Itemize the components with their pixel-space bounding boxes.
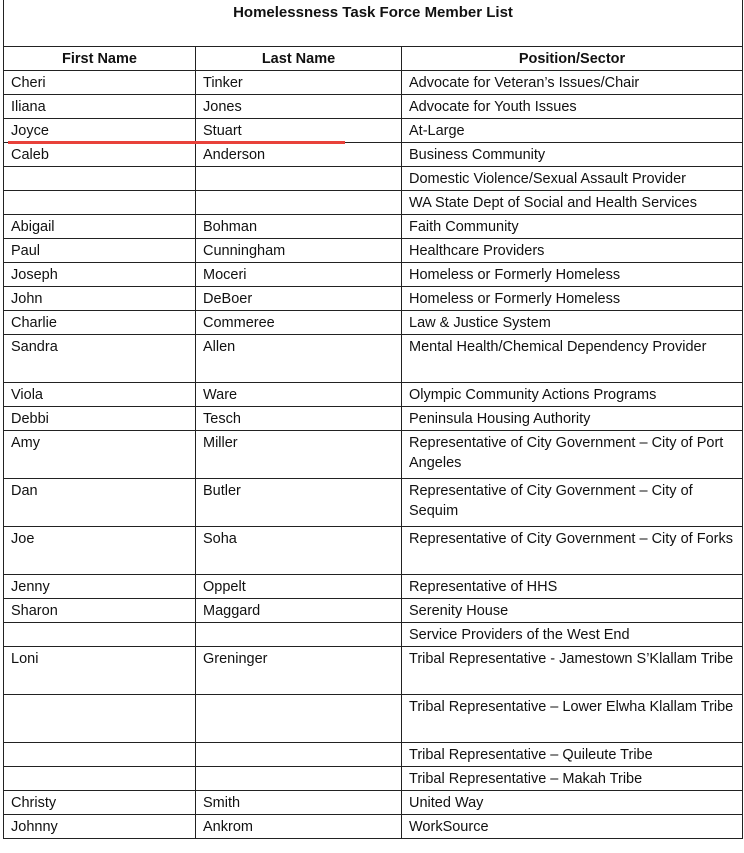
position-cell: Advocate for Youth Issues — [402, 95, 743, 119]
last-name-cell: Maggard — [196, 599, 402, 623]
position-cell: Faith Community — [402, 215, 743, 239]
first-name-cell: John — [4, 287, 196, 311]
last-name-cell: Cunningham — [196, 239, 402, 263]
position-cell: Homeless or Formerly Homeless — [402, 287, 743, 311]
last-name-cell: Soha — [196, 527, 402, 575]
header-last-name: Last Name — [196, 47, 402, 71]
table-row — [4, 263, 743, 287]
last-name-cell: Commeree — [196, 311, 402, 335]
position-cell: Advocate for Veteran’s Issues/Chair — [402, 71, 743, 95]
first-name-cell: Amy — [4, 431, 196, 479]
position-cell: Tribal Representative – Quileute Tribe — [402, 743, 743, 767]
table-row — [4, 239, 743, 263]
document-title: Homelessness Task Force Member List — [233, 4, 513, 21]
first-name-cell — [4, 191, 196, 215]
last-name-cell: Ankrom — [196, 815, 402, 839]
header-position: Position/Sector — [402, 47, 743, 71]
table-row — [4, 743, 743, 767]
last-name-cell: Allen — [196, 335, 402, 383]
first-name-cell: Charlie — [4, 311, 196, 335]
last-name-cell: Tesch — [196, 407, 402, 431]
table-row — [4, 143, 743, 167]
table-row — [4, 95, 743, 119]
position-cell: WA State Dept of Social and Health Services — [402, 191, 743, 215]
first-name-cell: Sharon — [4, 599, 196, 623]
header-first-name: First Name — [4, 47, 196, 71]
last-name-cell: Stuart — [196, 119, 402, 143]
title-cell — [3, 0, 743, 46]
last-name-cell — [196, 695, 402, 743]
last-name-cell: Jones — [196, 95, 402, 119]
first-name-cell: Caleb — [4, 143, 196, 167]
member-table — [3, 46, 743, 839]
table-row — [4, 767, 743, 791]
first-name-cell: Viola — [4, 383, 196, 407]
last-name-cell: Ware — [196, 383, 402, 407]
last-name-cell: Smith — [196, 791, 402, 815]
table-row — [4, 119, 743, 143]
table-row — [4, 407, 743, 431]
position-cell: Tribal Representative - Jamestown S’Klallam Tribe — [402, 647, 743, 695]
position-cell: Olympic Community Actions Programs — [402, 383, 743, 407]
table-row — [4, 791, 743, 815]
position-cell: Tribal Representative – Lower Elwha Klallam Tribe — [402, 695, 743, 743]
position-cell: Representative of City Government – City of Forks — [402, 527, 743, 575]
first-name-cell: Joe — [4, 527, 196, 575]
first-name-cell: Joseph — [4, 263, 196, 287]
red-underline-annotation — [8, 141, 345, 144]
last-name-cell: Butler — [196, 479, 402, 527]
first-name-cell — [4, 743, 196, 767]
last-name-cell: Greninger — [196, 647, 402, 695]
position-cell: Representative of City Government – City of Sequim — [402, 479, 743, 527]
first-name-cell: Dan — [4, 479, 196, 527]
table-row — [4, 71, 743, 95]
table-row — [4, 695, 743, 743]
table-row — [4, 335, 743, 383]
first-name-cell: Jenny — [4, 575, 196, 599]
table-row — [4, 599, 743, 623]
position-cell: Peninsula Housing Authority — [402, 407, 743, 431]
first-name-cell — [4, 695, 196, 743]
table-row — [4, 575, 743, 599]
first-name-cell: Loni — [4, 647, 196, 695]
first-name-cell: Debbi — [4, 407, 196, 431]
first-name-cell: Paul — [4, 239, 196, 263]
first-name-cell — [4, 767, 196, 791]
first-name-cell: Iliana — [4, 95, 196, 119]
position-cell: Representative of City Government – City of Port Angeles — [402, 431, 743, 479]
position-cell: Representative of HHS — [402, 575, 743, 599]
last-name-cell — [196, 743, 402, 767]
position-cell: Serenity House — [402, 599, 743, 623]
position-cell: United Way — [402, 791, 743, 815]
table-row — [4, 167, 743, 191]
table-row — [4, 287, 743, 311]
last-name-cell — [196, 167, 402, 191]
last-name-cell: Oppelt — [196, 575, 402, 599]
last-name-cell: Miller — [196, 431, 402, 479]
table-row — [4, 191, 743, 215]
position-cell: Service Providers of the West End — [402, 623, 743, 647]
table-row — [4, 479, 743, 527]
position-cell: At-Large — [402, 119, 743, 143]
first-name-cell: Joyce — [4, 119, 196, 143]
last-name-cell — [196, 191, 402, 215]
position-cell: Domestic Violence/Sexual Assault Provider — [402, 167, 743, 191]
last-name-cell: Bohman — [196, 215, 402, 239]
table-row — [4, 215, 743, 239]
first-name-cell — [4, 623, 196, 647]
table-row — [4, 311, 743, 335]
position-cell: WorkSource — [402, 815, 743, 839]
last-name-cell: Tinker — [196, 71, 402, 95]
last-name-cell: DeBoer — [196, 287, 402, 311]
last-name-cell — [196, 767, 402, 791]
first-name-cell — [4, 167, 196, 191]
last-name-cell: Moceri — [196, 263, 402, 287]
table-row — [4, 647, 743, 695]
position-cell: Mental Health/Chemical Dependency Provider — [402, 335, 743, 383]
position-cell: Law & Justice System — [402, 311, 743, 335]
position-cell: Business Community — [402, 143, 743, 167]
table-row — [4, 623, 743, 647]
table-row — [4, 383, 743, 407]
position-cell: Healthcare Providers — [402, 239, 743, 263]
first-name-cell: Johnny — [4, 815, 196, 839]
first-name-cell: Cheri — [4, 71, 196, 95]
table-row — [4, 431, 743, 479]
table-row — [4, 527, 743, 575]
first-name-cell: Abigail — [4, 215, 196, 239]
first-name-cell: Sandra — [4, 335, 196, 383]
header-row — [4, 47, 743, 71]
position-cell: Tribal Representative – Makah Tribe — [402, 767, 743, 791]
last-name-cell — [196, 623, 402, 647]
table-row — [4, 815, 743, 839]
last-name-cell: Anderson — [196, 143, 402, 167]
first-name-cell: Christy — [4, 791, 196, 815]
position-cell: Homeless or Formerly Homeless — [402, 263, 743, 287]
